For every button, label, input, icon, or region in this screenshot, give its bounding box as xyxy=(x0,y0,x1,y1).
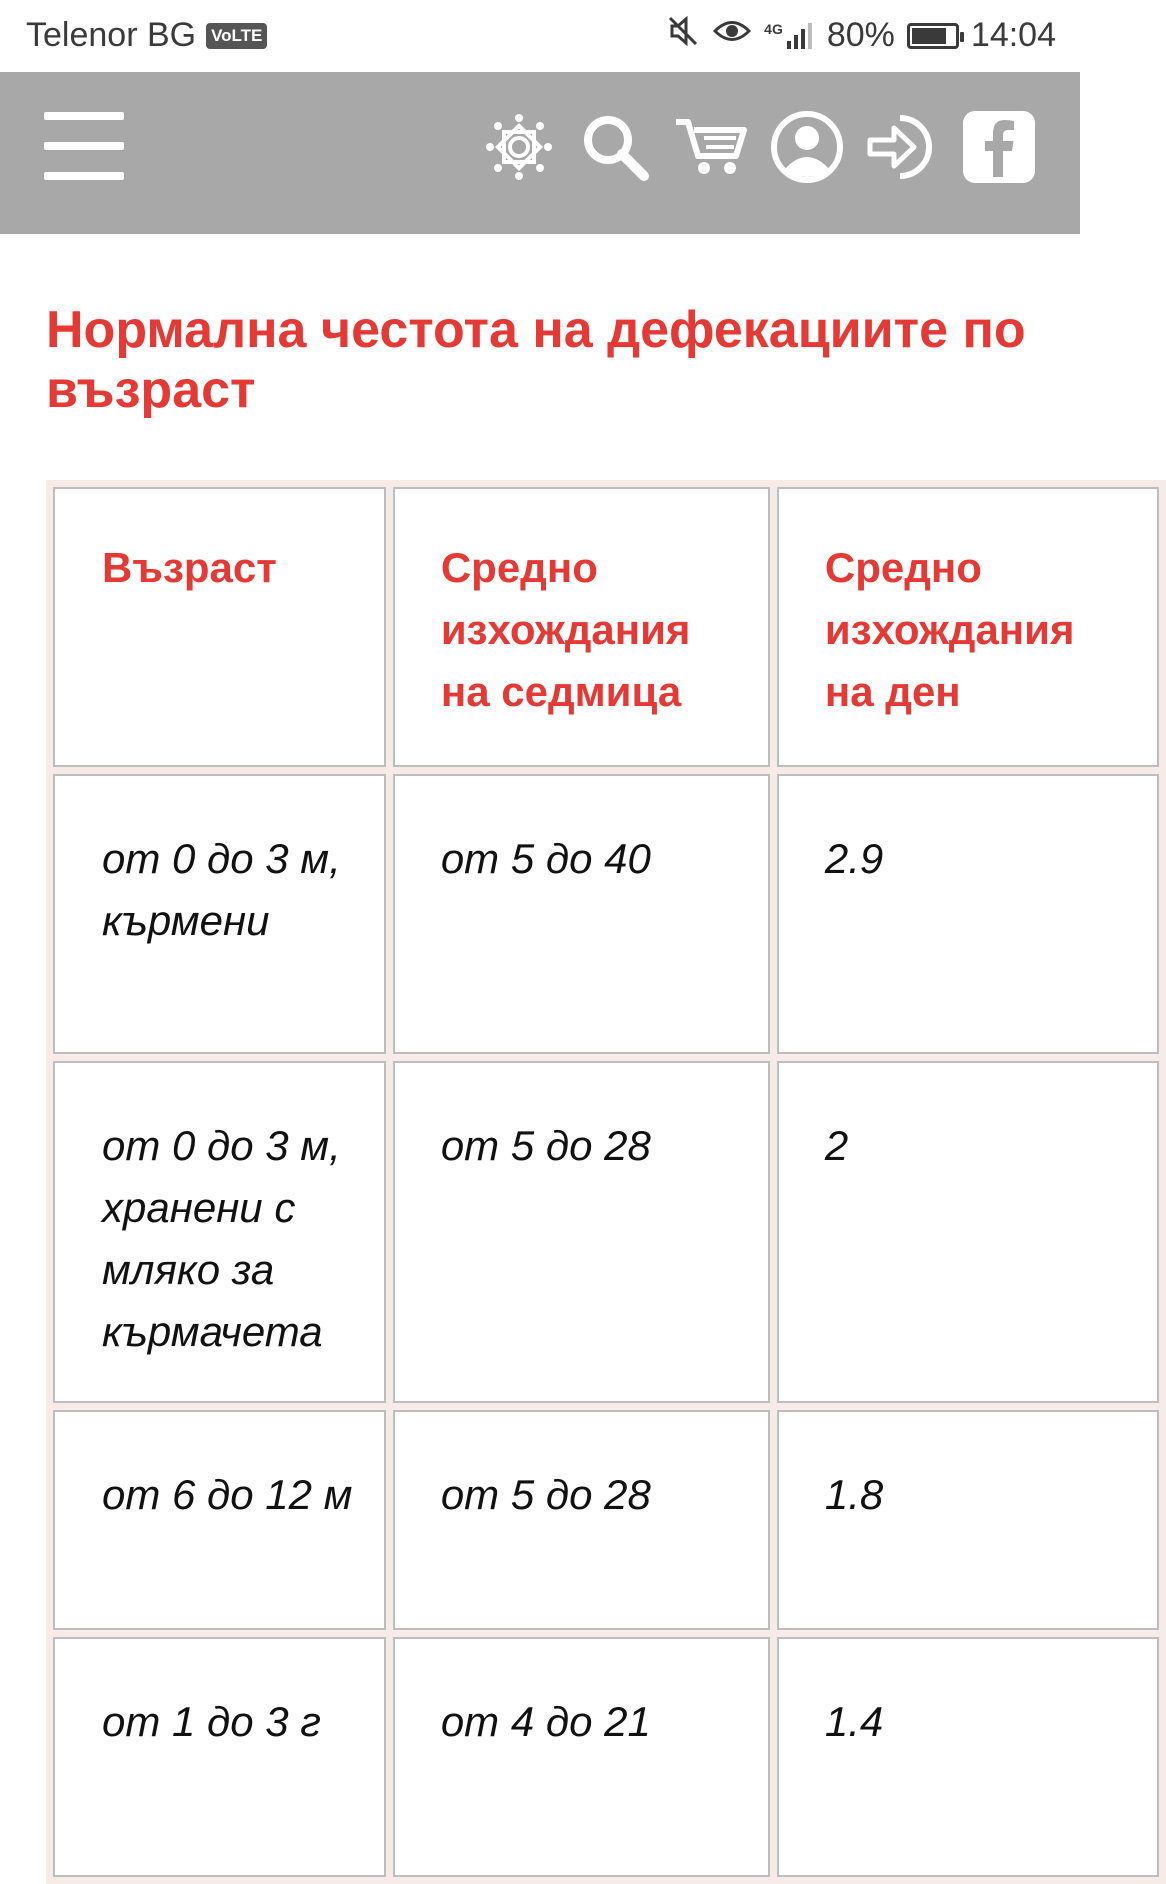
facebook-icon[interactable] xyxy=(962,110,1036,184)
site-header xyxy=(0,72,1080,234)
cell-age: от 1 до 3 г xyxy=(53,1637,386,1877)
battery-percent: 80% xyxy=(826,16,895,54)
volte-badge: VoLTE xyxy=(206,23,267,49)
user-icon[interactable] xyxy=(770,110,844,184)
table-header-row xyxy=(53,487,1159,767)
status-left xyxy=(26,16,267,55)
hamburger-menu-icon[interactable] xyxy=(44,112,124,192)
status-right xyxy=(666,14,1056,57)
battery-icon xyxy=(907,23,959,49)
table-row xyxy=(53,774,1159,1054)
signal-icon xyxy=(764,21,815,51)
clock: 14:04 xyxy=(970,16,1056,54)
cell-daily: 2 xyxy=(777,1061,1159,1403)
frequency-table xyxy=(46,480,1166,1884)
table-row xyxy=(53,1061,1159,1403)
cell-weekly: от 5 до 40 xyxy=(393,774,770,1054)
table-row xyxy=(53,1637,1159,1877)
table-scroll-container[interactable] xyxy=(46,480,1075,1792)
network-type: 4G xyxy=(764,20,783,37)
table-row xyxy=(53,1410,1159,1630)
cell-weekly: от 4 до 21 xyxy=(393,1637,770,1877)
page-title: Нормална честота на дефекациите по възраст xyxy=(46,301,1026,419)
cell-weekly: от 5 до 28 xyxy=(393,1410,770,1630)
mandala-icon[interactable] xyxy=(482,110,556,184)
column-header-daily: Средно изхождания на ден xyxy=(777,487,1159,767)
cell-age: от 0 до 3 м, хранени с мляко за кърмачета xyxy=(53,1061,386,1403)
column-header-age: Възраст xyxy=(53,487,386,767)
column-header-weekly: Средно изхождания на седмица xyxy=(393,487,770,767)
eye-comfort-icon xyxy=(712,16,752,55)
status-bar xyxy=(0,0,1080,72)
cell-daily: 2.9 xyxy=(777,774,1159,1054)
cell-weekly: от 5 до 28 xyxy=(393,1061,770,1403)
cell-daily: 1.4 xyxy=(777,1637,1159,1877)
cell-age: от 0 до 3 м, кърмени xyxy=(53,774,386,1054)
header-icons xyxy=(482,110,1036,184)
cell-daily: 1.8 xyxy=(777,1410,1159,1630)
carrier-name: Telenor BG xyxy=(26,16,197,54)
cart-icon[interactable] xyxy=(674,110,748,184)
login-icon[interactable] xyxy=(866,110,940,184)
cell-age: от 6 до 12 м xyxy=(53,1410,386,1630)
mute-icon xyxy=(666,14,700,57)
search-icon[interactable] xyxy=(578,110,652,184)
